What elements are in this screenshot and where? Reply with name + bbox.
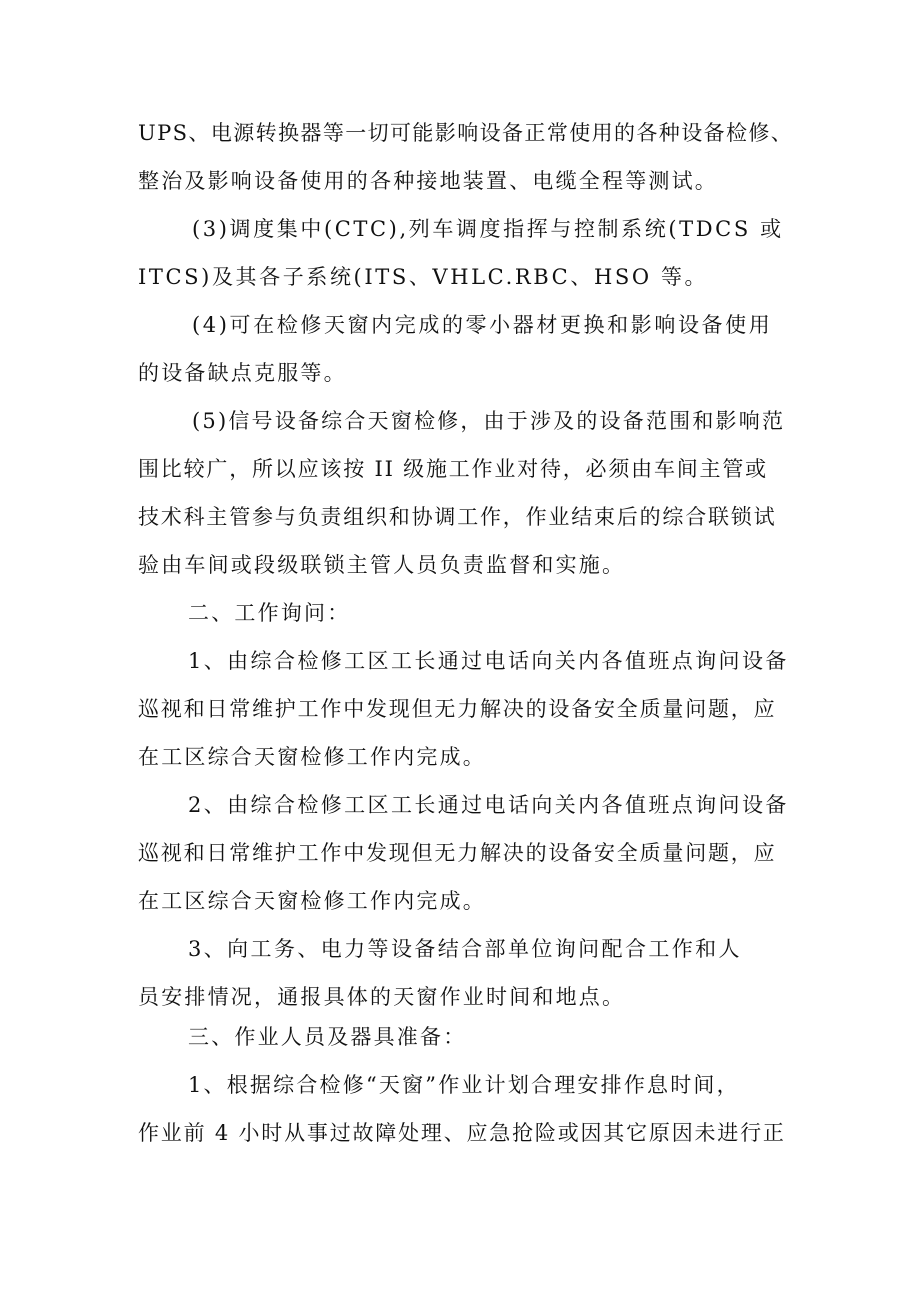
- text-line: 1、由综合检修工区工长通过电话向关内各值班点询问设备: [188, 649, 789, 673]
- text-line: UPS、电源转换器等一切可能影响设备正常使用的各种设备检修、: [138, 121, 794, 145]
- text-line: 2、由综合检修工区工长通过电话向关内各值班点询问设备: [188, 793, 789, 817]
- text-line: 围比较广，所以应该按 II 级施工作业对待，必须由车间主管或: [138, 457, 768, 481]
- text-line: (5)信号设备综合天窗检修，由于涉及的设备范围和影响范: [192, 409, 786, 433]
- text-line: 1、根据综合检修“天窗”作业计划合理安排作息时间，: [188, 1073, 740, 1097]
- text-line: 整治及影响设备使用的各种接地装置、电缆全程等测试。: [138, 169, 718, 193]
- text-line: 作业前 4 小时从事过故障处理、应急抢险或因其它原因未进行正: [138, 1121, 786, 1145]
- text-line: ITCS)及其各子系统(ITS、VHLC.RBC、HSO 等。: [138, 265, 709, 289]
- text-line: 在工区综合天窗检修工作内完成。: [138, 889, 486, 913]
- section-heading: 三、作业人员及器具准备：: [188, 1025, 467, 1049]
- text-line: 巡视和日常维护工作中发现但无力解决的设备安全质量问题，应: [138, 697, 777, 721]
- text-line: (4)可在检修天窗内完成的零小器材更换和影响设备使用: [192, 313, 773, 337]
- text-line: 的设备缺点克服等。: [138, 361, 347, 385]
- text-line: 在工区综合天窗检修工作内完成。: [138, 745, 486, 769]
- text-line: 巡视和日常维护工作中发现但无力解决的设备安全质量问题，应: [138, 841, 777, 865]
- section-heading: 二、工作询问：: [188, 601, 351, 625]
- text-line: 验由车间或段级联锁主管人员负责监督和实施。: [138, 553, 626, 577]
- text-line: 技术科主管参与负责组织和协调工作，作业结束后的综合联锁试: [138, 505, 777, 529]
- text-line: 员安排情况，通报具体的天窗作业时间和地点。: [138, 985, 626, 1009]
- text-line: 3、向工务、电力等设备结合部单位询问配合工作和人: [188, 937, 742, 961]
- text-line: (3)调度集中(CTC),列车调度指挥与控制系统(TDCS 或: [192, 217, 784, 241]
